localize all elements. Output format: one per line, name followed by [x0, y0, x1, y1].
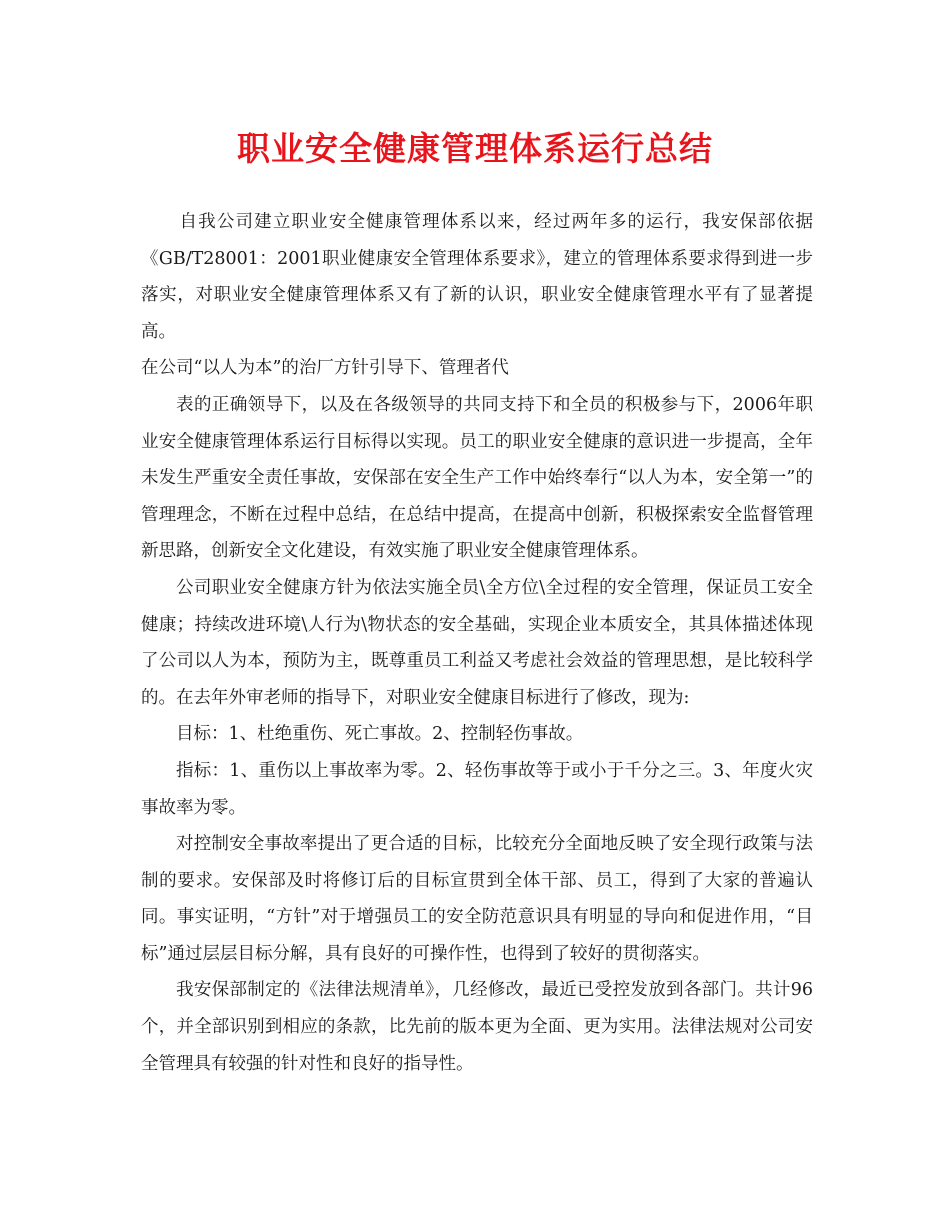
paragraph-policy-lead: 在公司“以人为本”的治厂方针引导下、管理者代 — [141, 358, 509, 379]
paragraph-intro: 自我公司建立职业安全健康管理体系以来，经过两年多的运行，我安保部依据《GB/T28001：2001职业健康安全管理体系要求》，建立的管理体系要求得到进一步落实，对职业安全健康管理体系又有了新的认识，职业安全健康管理水平有了显著提高。 — [141, 212, 813, 342]
document-body — [141, 204, 813, 1082]
paragraph-policy: 公司职业安全健康方针为依法实施全员\全方位\全过程的安全管理，保证员工安全健康；持续改进环境\人行为\物状态的安全基础，实现企业本质安全，其具体描述体现了公司以人为本，预防为主，既尊重员工利益又考虑社会效益的管理思想，是比较科学的。在去年外审老师的指导下，对职业安全健康目标进行了修改，现为: — [141, 577, 813, 708]
document-title: 职业安全健康管理体系运行总结 — [237, 129, 713, 168]
paragraph-goals: 目标：1、杜绝重伤、死亡事故。2、控制轻伤事故。 — [176, 724, 584, 745]
paragraph-target-evaluation: 对控制安全事故率提出了更合适的目标，比较充分全面地反映了安全现行政策与法制的要求。安保部及时将修订后的目标宣贯到全体干部、员工，得到了大家的普遍认同。事实证明，“方针”对于增强员工的安全防范意识具有明显的导向和促进作用，“目标”通过层层目标分解，具有良好的可操作性，也得到了较好的贯彻落实。 — [141, 834, 813, 964]
paragraph-regulations: 我安保部制定的《法律法规清单》，几经修改，最近已受控发放到各部门。共计96个，并全部识别到相应的条款，比先前的版本更为全面、更为实用。法律法规对公司安全管理具有较强的针对性和良好的指导性。 — [141, 980, 813, 1074]
paragraph-indicators: 指标：1、重伤以上事故率为零。2、轻伤事故等于或小于千分之三。3、年度火灾事故率为零。 — [141, 760, 813, 818]
paragraph-achievements: 表的正确领导下，以及在各级领导的共同支持下和全员的积极参与下，2006年职业安全健康管理体系运行目标得以实现。员工的职业安全健康的意识进一步提高，全年未发生严重安全责任事故，安保部在安全生产工作中始终奉行“以人为本，安全第一”的管理理念，不断在过程中总结，在总结中提高，在提高中创新，积极探索安全监督管理新思路，创新安全文化建设，有效实施了职业安全健康管理体系。 — [141, 394, 813, 562]
